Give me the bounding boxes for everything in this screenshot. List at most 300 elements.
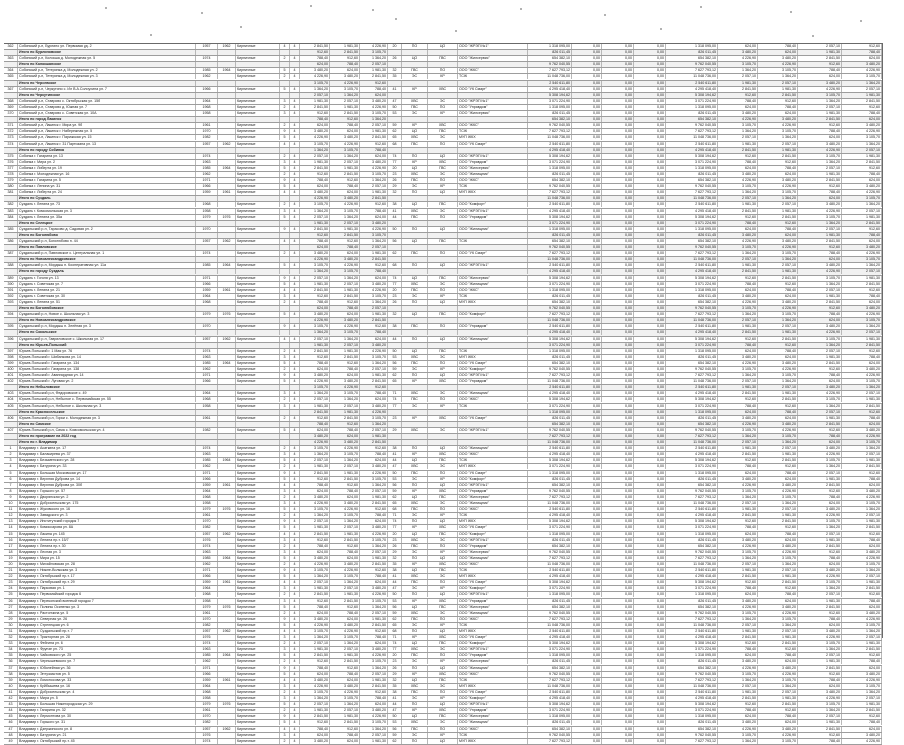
cell-v2: 1 364,20	[758, 623, 798, 628]
cell-cost2: 3 071 224,90	[666, 464, 718, 469]
cell-v3: 912,60	[798, 733, 842, 738]
cell-c2: ХВС	[428, 123, 458, 128]
cell-cost2: 826 011,45	[666, 659, 718, 664]
cell-v3: 788,40	[798, 251, 842, 256]
cell-en: 4	[290, 87, 300, 92]
cell-mat: Кирпичные	[236, 288, 280, 293]
cell-p: 65	[388, 135, 402, 140]
scan-speck	[700, 6, 702, 8]
cell-fl: 4	[280, 239, 290, 244]
cell-en: 4	[290, 129, 300, 134]
cell-t: Владимир г. Асаткина ул. 17	[18, 446, 196, 451]
cell-mat: Кирпичные	[236, 678, 280, 683]
cell-c1	[402, 62, 428, 67]
cell-cost2: 11 048 736,00	[666, 440, 718, 445]
cell-c2: ЭС	[428, 538, 458, 543]
cell-v3: 2 841,50	[798, 117, 842, 122]
cell-c1: ПО	[402, 227, 428, 232]
cell-a1: 624,00	[300, 367, 330, 372]
cell-t: Владимир г. Полины Осипенко ул. 3	[18, 605, 196, 610]
cell-yr	[196, 148, 218, 153]
cell-cost2: 4 295 418,40	[666, 452, 718, 457]
cell-v3: 2 841,50	[798, 239, 842, 244]
cell-v4: 624,00	[842, 178, 882, 183]
cell-mat: Кирпичные	[236, 696, 280, 701]
cell-org: ООО "УК Смарт"	[458, 251, 528, 256]
cell-cost2: 3 071 224,90	[666, 160, 718, 165]
cell-z1: 0,00	[572, 312, 602, 317]
cell-cost: 826 011,45	[528, 416, 572, 421]
cell-fl: 5	[280, 135, 290, 140]
cell-v3: 1 364,20	[798, 99, 842, 104]
cell-p: 23	[388, 659, 402, 664]
cell-org: ООО "ЖРЭП №1"	[458, 483, 528, 488]
cell-z2: 0,00	[602, 276, 634, 281]
cell-a3: 3 480,20	[360, 221, 388, 226]
cell-org: ООО "ЖРЭП №1"	[458, 373, 528, 378]
cell-p: 74	[388, 519, 402, 524]
cell-v4: 912,60	[842, 714, 882, 719]
cell-z1: 0,00	[572, 714, 602, 719]
cell-a2: 1 981,30	[330, 532, 360, 537]
cell-cost: 3 071 224,90	[528, 343, 572, 348]
cell-a3: 2 841,50	[360, 501, 388, 506]
cell-yr: 1957	[196, 239, 218, 244]
cell-yr	[196, 62, 218, 67]
cell-z3: 0,00	[634, 81, 666, 86]
cell-z1: 0,00	[572, 519, 602, 524]
cell-z2: 0,00	[602, 324, 634, 329]
cell-yr	[196, 410, 218, 415]
cell-cost: 826 011,45	[528, 659, 572, 664]
cell-a2: 3 480,20	[330, 74, 360, 79]
cell-a2: 3 105,70	[330, 87, 360, 92]
scan-noise-top	[0, 0, 904, 42]
cell-c1: ГВС	[402, 142, 428, 147]
cell-c1: ПО	[402, 337, 428, 342]
cell-fl: 4	[280, 678, 290, 683]
cell-c1: ХВС	[402, 647, 428, 652]
cell-yr: 1985	[196, 556, 218, 561]
cell-fl: 5	[280, 653, 290, 658]
cell-c1	[402, 93, 428, 98]
cell-a2: 624,00	[330, 617, 360, 622]
cell-fl: 2	[280, 739, 290, 744]
cell-a2: 912,60	[330, 544, 360, 549]
cell-a1: 2 057,10	[300, 702, 330, 707]
cell-en: 4	[290, 391, 300, 396]
cell-c1: ГВС	[402, 361, 428, 366]
cell-t: Владимир г. Стрелецкая ул. 6	[18, 623, 196, 628]
cell-a2: 1 981,30	[330, 227, 360, 232]
cell-z3: 0,00	[634, 690, 666, 695]
cell-v2: 912,60	[758, 647, 798, 652]
cell-a2: 788,40	[330, 489, 360, 494]
cell-org: МУП ЖКХ	[458, 355, 528, 360]
cell-yr2	[218, 324, 236, 329]
cell-cost2: 5 308 194,62	[666, 154, 718, 159]
cell-en: 4	[290, 733, 300, 738]
cell-z1: 0,00	[572, 166, 602, 171]
cell-a3: 2 057,10	[360, 367, 388, 372]
cell-cost2: 7 627 793,12	[666, 434, 718, 439]
cell-en: 4	[290, 538, 300, 543]
cell-a1: 912,60	[300, 172, 330, 177]
cell-yr2	[218, 544, 236, 549]
cell-z3: 0,00	[634, 404, 666, 409]
cell-t: Владимир г. Мира ул. 15	[18, 556, 196, 561]
cell-t: Владимир г. Первомайский городок 6	[18, 592, 196, 597]
cell-yr: 1961	[196, 416, 218, 421]
cell-v4: 4 226,90	[842, 312, 882, 317]
cell-cost2: 5 308 194,62	[666, 641, 718, 646]
cell-z3: 0,00	[634, 123, 666, 128]
cell-z2: 0,00	[602, 269, 634, 274]
cell-cost: 3 071 224,90	[528, 525, 572, 530]
cell-fl	[280, 257, 290, 262]
cell-v4: 788,40	[842, 477, 882, 482]
cell-n: 374	[4, 142, 18, 147]
cell-p: 26	[388, 56, 402, 61]
cell-yr2	[218, 74, 236, 79]
cell-z1: 0,00	[572, 629, 602, 634]
cell-v4: 3 105,70	[842, 318, 882, 323]
cell-z2: 0,00	[602, 160, 634, 165]
cell-z3: 0,00	[634, 269, 666, 274]
cell-a2: 2 057,10	[330, 160, 360, 165]
cell-p: 74	[388, 276, 402, 281]
cell-p	[388, 196, 402, 201]
cell-p: 44	[388, 580, 402, 585]
cell-yr2	[218, 538, 236, 543]
cell-p: 35	[388, 74, 402, 79]
cell-a3: 1 364,20	[360, 300, 388, 305]
cell-v1: 2 057,10	[718, 684, 758, 689]
cell-yr: 1957	[196, 142, 218, 147]
cell-c2: ХВС	[428, 635, 458, 640]
cell-cost2: 7 627 793,12	[666, 495, 718, 500]
cell-en: 4	[290, 568, 300, 573]
cell-org: ТСЖ	[458, 239, 528, 244]
cell-z3: 0,00	[634, 209, 666, 214]
cell-a3: 624,00	[360, 215, 388, 220]
cell-p	[388, 422, 402, 427]
cell-z1: 0,00	[572, 532, 602, 537]
cell-t: Собинский р-н, Тетеринка д. Молодежная ул. 3	[18, 74, 196, 79]
cell-org: ООО "Жилищник"	[458, 282, 528, 287]
cell-z1: 0,00	[572, 343, 602, 348]
cell-en	[290, 306, 300, 311]
cell-org: ТСЖ	[458, 568, 528, 573]
cell-mat: Кирпичные	[236, 397, 280, 402]
cell-org: ООО "ЖКС"	[458, 68, 528, 73]
cell-a3: 3 105,70	[360, 233, 388, 238]
cell-z2: 0,00	[602, 209, 634, 214]
cell-fl: 2	[280, 562, 290, 567]
cell-v3: 4 226,90	[798, 635, 842, 640]
cell-v2: 912,60	[758, 525, 798, 530]
cell-cost: 654 382,10	[528, 239, 572, 244]
cell-en: 4	[290, 623, 300, 628]
cell-a1: 2 057,10	[300, 337, 330, 342]
scan-speck	[105, 7, 107, 9]
cell-yr: 1962	[196, 562, 218, 567]
cell-c2: КР	[428, 659, 458, 664]
cell-v2: 2 057,10	[758, 263, 798, 268]
cell-fl: 3	[280, 586, 290, 591]
cell-c2: ХВС	[428, 379, 458, 384]
cell-p: 38	[388, 568, 402, 573]
cell-org: ООО "Жилищник"	[458, 391, 528, 396]
cell-p: 38	[388, 202, 402, 207]
cell-c2: ЭС	[428, 135, 458, 140]
cell-c1: ЦО	[402, 129, 428, 134]
cell-z2: 0,00	[602, 227, 634, 232]
cell-v4: 788,40	[842, 111, 882, 116]
cell-v4: 1 981,30	[842, 641, 882, 646]
cell-z3: 0,00	[634, 50, 666, 55]
cell-yr: 1974	[196, 641, 218, 646]
cell-v1: 4 226,90	[718, 300, 758, 305]
cell-z2: 0,00	[602, 727, 634, 732]
cell-n: 5	[4, 471, 18, 476]
cell-cost2: 9 762 040,55	[666, 123, 718, 128]
cell-cost2: 654 382,10	[666, 239, 718, 244]
cell-c2: ПО	[428, 471, 458, 476]
cell-c1	[402, 117, 428, 122]
cell-z3: 0,00	[634, 282, 666, 287]
cell-z1: 0,00	[572, 221, 602, 226]
cell-yr: 1971	[196, 178, 218, 183]
cell-c1: ХВС	[402, 355, 428, 360]
cell-c2	[428, 306, 458, 311]
cell-c1: ПО	[402, 739, 428, 744]
cell-v3: 4 226,90	[798, 574, 842, 579]
cell-cost2: 7 627 793,12	[666, 678, 718, 683]
cell-z1: 0,00	[572, 129, 602, 134]
cell-cost: 4 295 418,40	[528, 574, 572, 579]
cell-cost2: 826 011,45	[666, 720, 718, 725]
cell-v3: 3 105,70	[798, 93, 842, 98]
cell-yr: 1968	[196, 495, 218, 500]
cell-z1: 0,00	[572, 215, 602, 220]
cell-org: ООО "Жилсервис"	[458, 714, 528, 719]
cell-n: 32	[4, 635, 18, 640]
cell-z2: 0,00	[602, 202, 634, 207]
cell-fl: 2	[280, 495, 290, 500]
cell-a1: 1 981,30	[300, 404, 330, 409]
cell-mat: Кирпичные	[236, 300, 280, 305]
cell-a1: 1 364,20	[300, 209, 330, 214]
cell-org: ТСЖ	[458, 733, 528, 738]
cell-v2: 4 226,90	[758, 306, 798, 311]
cell-yr: 1963	[196, 550, 218, 555]
cell-v2: 2 841,50	[758, 93, 798, 98]
cell-cost2: 826 011,45	[666, 294, 718, 299]
cell-a3: 2 841,50	[360, 318, 388, 323]
cell-fl: 9	[280, 714, 290, 719]
cell-cost: 9 762 040,55	[528, 428, 572, 433]
cell-org: ТСЖ	[458, 458, 528, 463]
cell-en: 4	[290, 714, 300, 719]
cell-yr	[196, 440, 218, 445]
cell-a3: 624,00	[360, 580, 388, 585]
cell-z3: 0,00	[634, 568, 666, 573]
cell-v1: 624,00	[718, 166, 758, 171]
cell-cost2: 9 762 040,55	[666, 62, 718, 67]
cell-v1: 624,00	[718, 471, 758, 476]
cell-a1: 3 480,20	[300, 373, 330, 378]
cell-cost: 654 382,10	[528, 178, 572, 183]
cell-mat: Кирпичные	[236, 599, 280, 604]
cell-cost: 4 295 418,40	[528, 391, 572, 396]
cell-a1: 1 981,30	[300, 282, 330, 287]
cell-a3: 3 105,70	[360, 111, 388, 116]
cell-yr2	[218, 391, 236, 396]
cell-v3: 3 480,20	[798, 568, 842, 573]
cell-t: Владимир г. Энтузиастов ул. 5	[18, 672, 196, 677]
cell-v4: 1 981,30	[842, 337, 882, 342]
cell-c1: ПО	[402, 702, 428, 707]
cell-cost2: 1 318 095,00	[666, 227, 718, 232]
cell-yr2: 1961	[218, 288, 236, 293]
cell-c2: ХВС	[428, 525, 458, 530]
cell-yr: 1963	[196, 647, 218, 652]
cell-a3: 624,00	[360, 276, 388, 281]
cell-p: 35	[388, 562, 402, 567]
cell-yr: 1968	[196, 300, 218, 305]
cell-p: 50	[388, 105, 402, 110]
cell-a2: 2 841,50	[330, 720, 360, 725]
cell-a3: 912,60	[360, 629, 388, 634]
cell-a2: 2 841,50	[330, 50, 360, 55]
cell-mat: Кирпичные	[236, 337, 280, 342]
cell-en: 4	[290, 452, 300, 457]
cell-yr: 1974	[196, 446, 218, 451]
cell-a3: 624,00	[360, 702, 388, 707]
cell-v1: 3 480,20	[718, 416, 758, 421]
cell-yr2: 1962	[218, 532, 236, 537]
cell-z1: 0,00	[572, 294, 602, 299]
cell-c2: ПО	[428, 251, 458, 256]
cell-a2: 3 105,70	[330, 452, 360, 457]
cell-z3: 0,00	[634, 111, 666, 116]
cell-a1: 788,40	[300, 300, 330, 305]
cell-yr: 1976	[196, 538, 218, 543]
cell-z2: 0,00	[602, 507, 634, 512]
cell-fl: 5	[280, 720, 290, 725]
cell-a2: 3 480,20	[330, 623, 360, 628]
cell-v3: 1 364,20	[798, 647, 842, 652]
cell-c1: ЦО	[402, 495, 428, 500]
cell-c2: ГВС	[428, 276, 458, 281]
cell-z2: 0,00	[602, 330, 634, 335]
cell-t: Собинка г. Молодежная ул. 16	[18, 172, 196, 177]
cell-p: 41	[388, 87, 402, 92]
cell-n: 397	[4, 349, 18, 354]
cell-yr2	[218, 117, 236, 122]
cell-z1: 0,00	[572, 160, 602, 165]
cell-cost2: 1 318 095,00	[666, 288, 718, 293]
cell-yr	[196, 50, 218, 55]
cell-a2: 2 841,50	[330, 599, 360, 604]
cell-mat	[236, 221, 280, 226]
cell-c1	[402, 385, 428, 390]
cell-fl: 3	[280, 696, 290, 701]
cell-a3: 1 364,20	[360, 56, 388, 61]
cell-t: Собинский р-н, Бурлино ул. Первомая уд. 2	[18, 44, 196, 49]
cell-yr	[196, 196, 218, 201]
cell-a1: 3 105,70	[300, 446, 330, 451]
cell-p	[388, 245, 402, 250]
cell-v3: 1 981,30	[798, 599, 842, 604]
cell-z1: 0,00	[572, 440, 602, 445]
cell-p: 26	[388, 300, 402, 305]
cell-cost2: 826 011,45	[666, 538, 718, 543]
cell-cost2: 7 627 793,12	[666, 373, 718, 378]
cell-z2: 0,00	[602, 87, 634, 92]
cell-z3: 0,00	[634, 117, 666, 122]
cell-z3: 0,00	[634, 672, 666, 677]
cell-v2: 3 480,20	[758, 483, 798, 488]
cell-yr: 1979	[196, 312, 218, 317]
cell-org: ООО "Комфорт"	[458, 202, 528, 207]
cell-t: Суздальский р-н, Новое с. Школьная ул. 3	[18, 312, 196, 317]
cell-n: 26	[4, 599, 18, 604]
cell-v1: 3 480,20	[718, 355, 758, 360]
cell-c2: ЭС	[428, 172, 458, 177]
cell-cost2: 4 295 418,40	[666, 574, 718, 579]
cell-cost: 9 762 040,55	[528, 245, 572, 250]
scan-speck	[812, 35, 814, 37]
cell-t: Итого по Небыловское	[18, 385, 196, 390]
cell-c1: КР	[402, 123, 428, 128]
cell-mat: Кирпичные	[236, 580, 280, 585]
scan-speck	[790, 11, 792, 13]
cell-a2: 788,40	[330, 62, 360, 67]
cell-z1: 0,00	[572, 68, 602, 73]
cell-z2: 0,00	[602, 422, 634, 427]
cell-a3: 912,60	[360, 385, 388, 390]
cell-c1: КР	[402, 416, 428, 421]
cell-fl: 4	[280, 727, 290, 732]
cell-a3: 4 226,90	[360, 471, 388, 476]
cell-cost2: 826 011,45	[666, 233, 718, 238]
cell-fl: 9	[280, 471, 290, 476]
cell-z1: 0,00	[572, 458, 602, 463]
cell-p	[388, 330, 402, 335]
cell-yr	[196, 81, 218, 86]
cell-v4: 2 057,10	[842, 148, 882, 153]
cell-v1: 912,60	[718, 519, 758, 524]
cell-a3: 1 364,20	[360, 544, 388, 549]
cell-p: 53	[388, 720, 402, 725]
cell-n: 403	[4, 391, 18, 396]
cell-p: 65	[388, 623, 402, 628]
cell-v3: 3 105,70	[798, 458, 842, 463]
cell-cost: 2 540 611,80	[528, 142, 572, 147]
cell-t: Суздальский р-н, Павловское с. Центральная ул. 1	[18, 251, 196, 256]
cell-yr: 1958	[196, 696, 218, 701]
cell-en	[290, 221, 300, 226]
cell-a1: 788,40	[300, 239, 330, 244]
cell-org: ООО "ЖРЭП №1"	[458, 44, 528, 49]
cell-org: ООО "ЖКС"	[458, 288, 528, 293]
scan-speck	[860, 20, 862, 22]
cell-cost: 3 071 224,90	[528, 160, 572, 165]
cell-c1: ГВС	[402, 617, 428, 622]
cell-mat: Кирпичные	[236, 550, 280, 555]
